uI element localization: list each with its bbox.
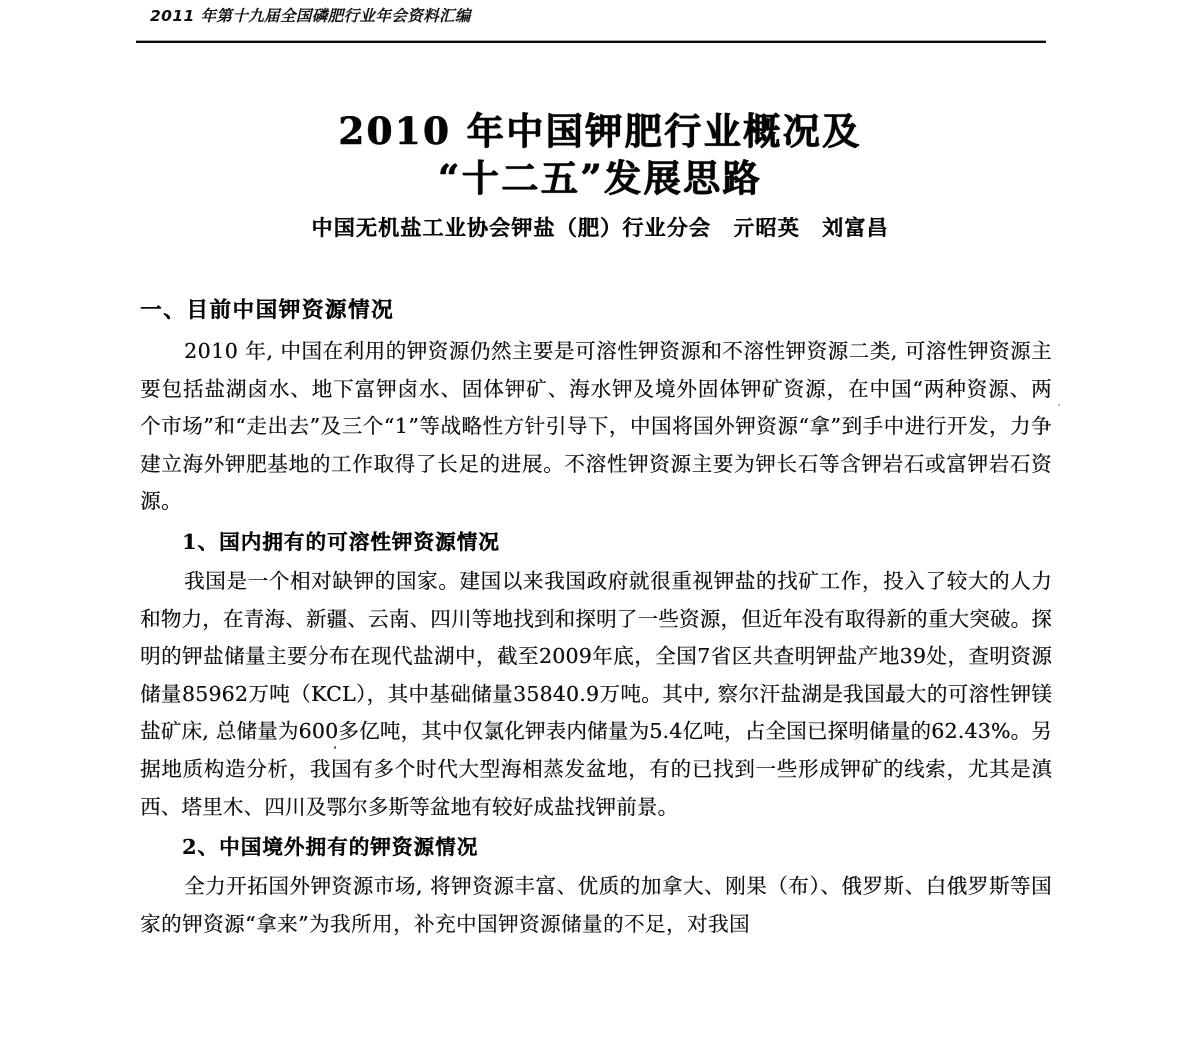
scan-speckle xyxy=(1058,404,1060,406)
document-title-line-2: “十二五”发展思路 xyxy=(437,156,763,200)
subsection-heading-1-1: 1、国内拥有的可溶性钾资源情况 xyxy=(182,529,500,554)
header-rule xyxy=(136,41,1046,43)
subsection-1-2-paragraph-1: 全力开拓国外钾资源市场, 将钾资源丰富、优质的加拿大、刚果（布）、俄罗斯、白俄罗斯等国家的钾资源“拿来”为我所用，补充中国钾资源储量的不足，对我国 xyxy=(140,874,1052,936)
document-title-line-1: 2010 年中国钾肥行业概况及 xyxy=(338,109,862,153)
subsection-heading-1-2: 2、中国境外拥有的钾资源情况 xyxy=(182,835,479,860)
scan-speckle xyxy=(334,746,336,749)
subsection-1-1-paragraph-1: 我国是一个相对缺钾的国家。建国以来我国政府就很重视钾盐的找矿工作，投入了较大的人力和物力，在青海、新疆、云南、四川等地找到和探明了一些资源，但近年没有取得新的重大突破。探明的钾盐储量主要分布在现代盐湖中，截至2009年底，全国7省区共查明钾盐产地39处，查明资源储量85962万吨（KCL），其中基础储量35840.9万吨。其中, 察尔汗盐湖是我国最大的可溶性钾镁盐矿床, 总储量为600多亿吨，其中仅氯化钾表内储量为5.4亿吨，占全国已探明储量的62.43%。另据地质构造分析，我国有多个时代大型海相蒸发盆地，有的已找到一些形成钾矿的线索，尤其是滇西、塔里木、四川及鄂尔多斯等盆地有较好成盐找钾前景。 xyxy=(140,568,1052,819)
section-heading-1: 一、目前中国钾资源情况 xyxy=(140,298,395,323)
document-body xyxy=(140,292,1052,944)
section-1-paragraph-1: 2010 年, 中国在利用的钾资源仍然主要是可溶性钾资源和不溶性钾资源二类, 可溶性钾资源主要包括盐湖卤水、地下富钾卤水、固体钾矿、海水钾及境外固体钾矿资源，在中国“两种资源、两个市场”和“走出去”及三个“1”等战略性方针引导下，中国将国外钾资源“拿”到手中进行开发，力争建立海外钾肥基地的工作取得了长足的进展。不溶性钾资源主要为钾长石等含钾岩石或富钾岩石资源。 xyxy=(140,339,1052,514)
title-block xyxy=(0,108,1200,202)
running-header: 2011 年第十九届全国磷肥行业年会资料汇编 xyxy=(150,7,471,25)
author-byline: 中国无机盐工业协会钾盐（肥）行业分会 亓昭英 刘富昌 xyxy=(311,215,889,240)
